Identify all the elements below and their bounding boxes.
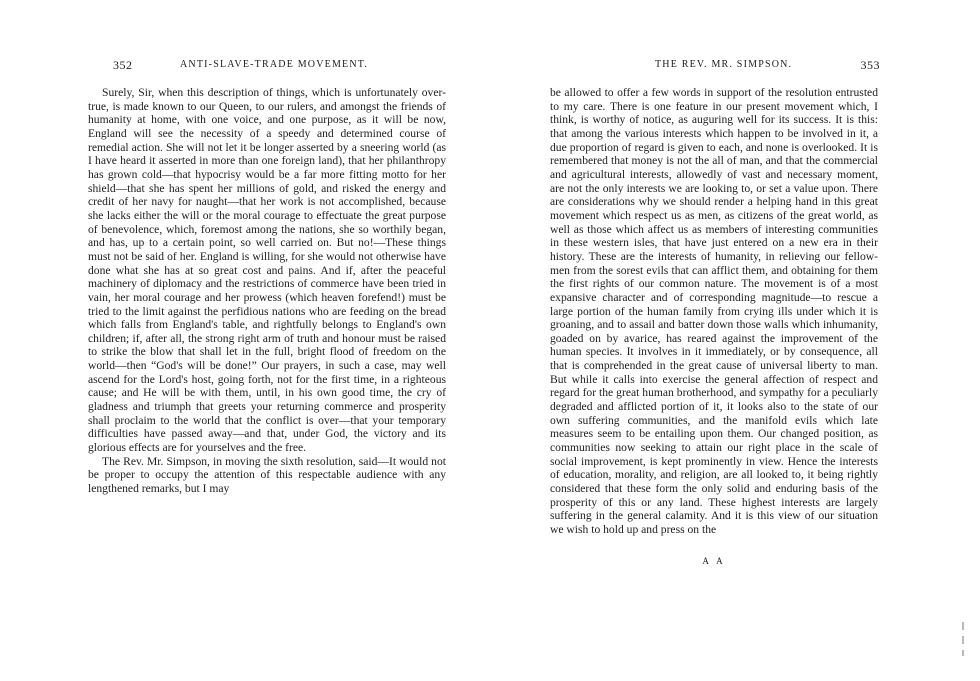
left-paragraph-2: The Rev. Mr. Simpson, in moving the sixth resolution, said—It would not be proper to occupy the attention of this respectable audience with any lengthened remarks, but I may (88, 454, 446, 496)
right-body-text (550, 86, 878, 537)
signature-mark: A A (702, 556, 726, 566)
right-page-number: 353 (860, 58, 880, 72)
left-paragraph-1: Surely, Sir, when this description of things, which is unfortunately over-true, is made known to our Queen, to our rulers, and amongst the friends of humanity at home, with one voice, and one purpose, as it will be now, England will see the necessity of a speedy and determined course of remedial action. She will not let it be longer asserted by a sneering world (as I have heard it asserted in more than one foreign land), that her philanthropy has grown cold—that hypocrisy would be a far more fitting motto for her shield—that she has spent her millions of gold, and risked the energy and credit of her navy for naught—that her work is not accomplished, because she lacks either the will or the moral courage to effectuate the great purpose of benevolence, which, foremost among the nations, she so worthily began, and has, up to a certain point, so well carried on. But no!—These things must not be said of her. England is willing, for she would not otherwise have done what she has at so great cost and pains. And if, after the peaceful machinery of diplomacy and the restrictions of commerce have been tried in vain, her moral courage and her prowess (which heaven forefend!) must be tried to the limit against the perfidious nations who are feeding on the bread which falls from England's table, and rightfully belongs to England's own children; if, after all, the strong right arm of truth and honour must be raised to strike the blow that shall let in the full, bright flood of freedom on the world—then “God's will be done!” Our prayers, in such a case, may well ascend for the Lord's host, going forth, not for the first time, in a righteous cause; and He will be with them, until, in his own good time, the cry of gladness and triumph that greets your returning commerce and prosperity shall proclaim to the world that the conflict is over—that your temporary difficulties have passed away—and that, under God, the victory and its glorious effects are for yourselves and the free. (88, 86, 446, 455)
right-running-title: THE REV. MR. SIMPSON. (655, 59, 793, 70)
left-running-title: ANTI-SLAVE-TRADE MOVEMENT. (180, 59, 369, 70)
left-running-head (88, 58, 460, 74)
scan-edge-mark (962, 636, 964, 644)
right-paragraph-1: be allowed to offer a few words in support of the resolution entrusted to my care. There is one feature in our present movement which, I think, is worthy of notice, as auguring well for its success. It is this: that among the various interests which happen to be involved in it, a due proportion of regard is given to each, and none is overlooked. It is remembered that money is not the all of man, and that the commercial and agricultural interests, allowedly of vast and necessary moment, are not the only interests we are looking to, or set a value upon. There are considerations why we should render a helping hand in this great movement which respect us as men, as citizens of the great world, as well as those which affect us as members of interesting communities in these western isles, that have just entered on a new era in their history. These are the interests of humanity, in relieving our fellow-men from the sorest evils that can afflict them, and obtaining for them the first rights of our common nature. The movement is of a most expansive character and of corresponding magnitude—to rescue a large portion of the human family from crying ills under which it is groaning, and to assail and batter down those walls which inhumanity, goaded on by avarice, has reared against the improvement of the human species. It involves in it immediately, or by consequence, all that is comprehended in the great cause of universal liberty to man. But while it calls into exercise the general affection of respect and regard for the great human brotherhood, and sympathy for a peculiarly degraded and afflicted portion of it, it looks also to the state of our own suffering communities, and the manifold evils which late measures seem to be entailing upon them. Our changed position, as communities now seeking to attain our right place in the scale of social improvement, is kept prominently in view. Hence the interests of education, morality, and religion, are all looked to, it being rightly considered that these form the only solid and enduring basis of the prosperity of this or any land. These highest interests are largely suffering in the general calamity. And it is this view of our situation we wish to hold up and press on the (550, 86, 878, 536)
scan-edge-mark (962, 622, 964, 630)
right-running-head (550, 58, 880, 74)
scan-edge-mark (962, 650, 964, 656)
left-body-text (88, 86, 446, 496)
left-page-number: 352 (113, 58, 133, 72)
